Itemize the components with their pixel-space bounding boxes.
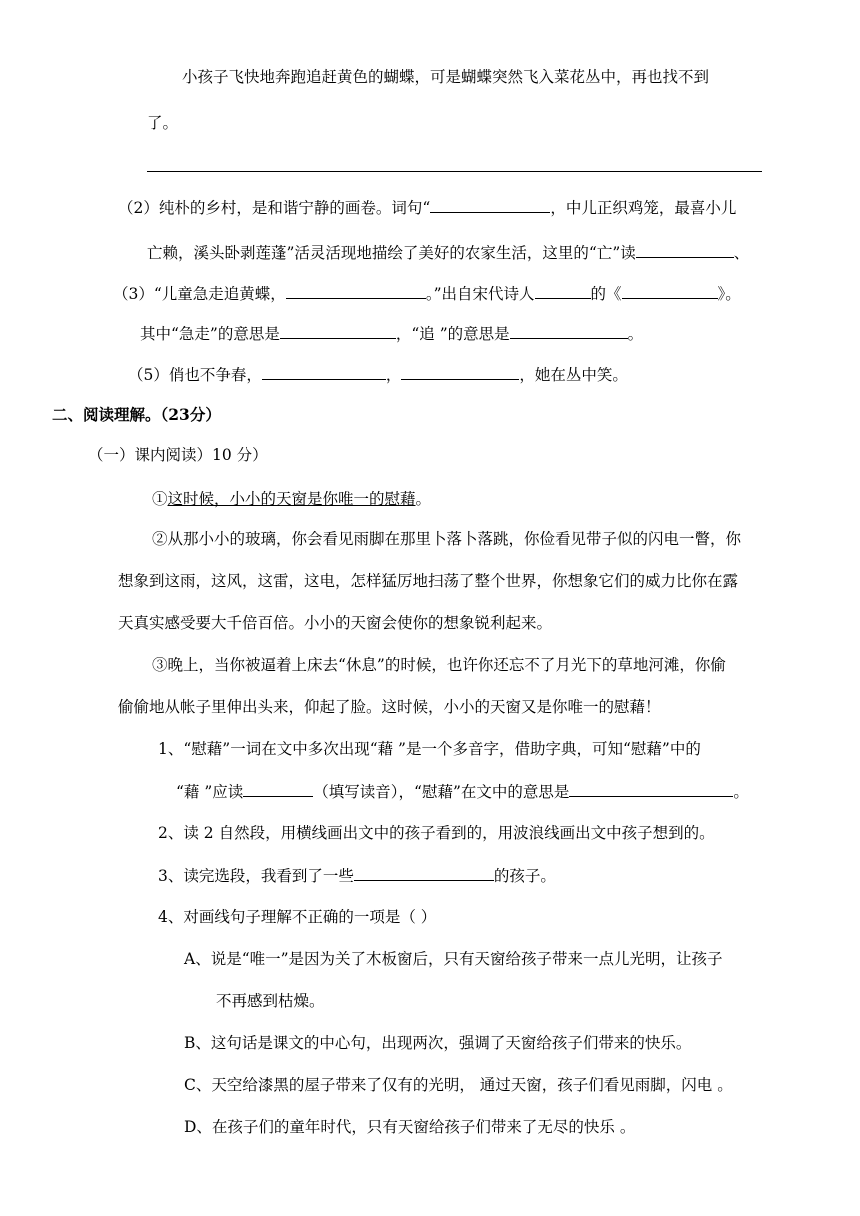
- question-3-text-f: ，“追 ”的意思是: [395, 325, 510, 343]
- question-5-blank-2[interactable]: [401, 363, 519, 380]
- question-2-line-2: [147, 241, 749, 264]
- question-2-text-c: 亡赖，溪头卧剥莲蓬”活灵活现地描绘了美好的农家生活，这里的“亡”读: [147, 244, 636, 262]
- option-a-line-2: 不再感到枯燥。: [216, 992, 325, 1010]
- question-3-blank-1[interactable]: [286, 282, 426, 299]
- question-3-blank-5[interactable]: [510, 322, 628, 339]
- question-1-text-a: “藉 ”应读: [176, 783, 244, 801]
- passage-paragraph-2-line-2: 想象到这雨，这风，这雷，这电，怎样猛厉地扫荡了整个世界，你想象它们的威力比你在露: [118, 572, 739, 590]
- underlined-sentence: 这时候，小小的天窗是你唯一的慰藉: [167, 490, 416, 508]
- question-1-text-c: 。: [733, 783, 749, 801]
- question-3-reading-text-a: 3、读完选段，我看到了一些: [158, 867, 354, 885]
- question-3-blank-2[interactable]: [535, 282, 591, 299]
- question-2-blank-1[interactable]: [430, 196, 550, 213]
- question-3-blank-4[interactable]: [280, 322, 396, 339]
- question-2-reading: 2、读 2 自然段，用横线画出文中的孩子看到的，用波浪线画出文中孩子想到的。: [158, 824, 715, 842]
- question-5-text-b: ，: [385, 366, 402, 384]
- question-4-reading: 4、对画线句子理解不正确的一项是（ ）: [158, 908, 437, 926]
- question-3-text-b: 。”出自宋代诗人: [425, 285, 535, 303]
- question-2-line-1: [118, 196, 736, 219]
- option-c[interactable]: C、天空给漆黑的屋子带来了仅有的光明， 通过天窗，孩子们看见雨脚，闪电 。: [184, 1076, 733, 1094]
- question-2-blank-2[interactable]: [636, 241, 734, 258]
- question-5-blank-1[interactable]: [262, 363, 386, 380]
- sentence-line-1: 小孩子飞快地奔跑追赶黄色的蝴蝶，可是蝴蝶突然飞入菜花丛中，再也找不到: [182, 68, 710, 86]
- section-2-title: 二、阅读理解。（23分）: [52, 405, 221, 424]
- paragraph-1-end: 。: [415, 490, 432, 508]
- option-d[interactable]: D、在孩子们的童年时代，只有天窗给孩子们带来了无尽的快乐 。: [184, 1118, 636, 1136]
- option-b[interactable]: B、这句话是课文的中心句，出现两次，强调了天窗给孩子们带来的快乐。: [184, 1034, 692, 1052]
- question-2-text-a: 纯朴的乡村，是和谐宁静的画卷。词句“: [158, 199, 431, 217]
- option-a-line-1[interactable]: A、说是“唯一”是因为关了木板窗后，只有天窗给孩子带来一点儿光明，让孩子: [184, 950, 723, 968]
- question-1-text-b: （填写读音），“慰藉”在文中的意思是: [313, 783, 570, 801]
- passage-paragraph-1: [152, 488, 431, 510]
- question-3-reading-blank[interactable]: [354, 864, 494, 881]
- question-3-reading: [158, 864, 556, 887]
- question-3-text-d: 》。: [717, 285, 741, 303]
- question-2-number: （2）: [118, 199, 159, 217]
- question-3-reading-text-b: 的孩子。: [493, 867, 556, 885]
- question-3-text-a: “儿童急走追黄蝶，: [153, 285, 286, 303]
- question-3-text-g: 。: [627, 325, 644, 343]
- question-5-line: [128, 363, 628, 386]
- question-1-line-2: [176, 780, 749, 803]
- question-1-line-1: 1、“慰藉”一词在文中多次出现“藉 ”是一个多音字，借助字典，可知“慰藉”中的: [158, 740, 701, 758]
- paragraph-1-marker: ①: [152, 490, 168, 508]
- question-5-number: （5）: [128, 366, 169, 384]
- passage-paragraph-2-line-3: 天真实感受要大千倍百倍。小小的天窗会使你的想象锐利起来。: [118, 614, 553, 632]
- question-3-number: （3）: [113, 285, 154, 303]
- answer-line[interactable]: [147, 171, 762, 172]
- question-5-text-c: ，她在丛中笑。: [519, 366, 628, 384]
- question-3-line-1: [113, 282, 741, 305]
- question-2-text-d: 、: [733, 244, 750, 262]
- passage-paragraph-2-line-1: ②从那小小的玻璃，你会看见雨脚在那里卜落卜落跳，你俭看见带子似的闪电一瞥，你: [152, 530, 742, 548]
- question-3-text-e: 其中“急走”的意思是: [140, 325, 280, 343]
- question-3-text-c: 的《: [590, 285, 622, 303]
- sentence-line-2: 了。: [147, 114, 179, 132]
- section-2-subtitle: （一）课内阅读）10 分）: [88, 446, 268, 464]
- question-5-text-a: 俏也不争春，: [168, 366, 262, 384]
- passage-paragraph-3-line-2: 偷偷地从帐子里伸出头来，仰起了脸。这时候，小小的天窗又是你唯一的慰藉！: [118, 698, 661, 716]
- passage-paragraph-3-line-1: ③晚上，当你被逼着上床去“休息”的时候，也许你还忘不了月光下的草地河滩，你偷: [152, 656, 726, 674]
- question-3-line-2: [140, 322, 643, 345]
- question-2-text-b: ，中儿正织鸡笼，最喜小儿: [550, 199, 737, 217]
- question-1-blank-1[interactable]: [243, 780, 313, 797]
- question-3-blank-3[interactable]: [622, 282, 718, 299]
- question-1-blank-2[interactable]: [569, 780, 733, 797]
